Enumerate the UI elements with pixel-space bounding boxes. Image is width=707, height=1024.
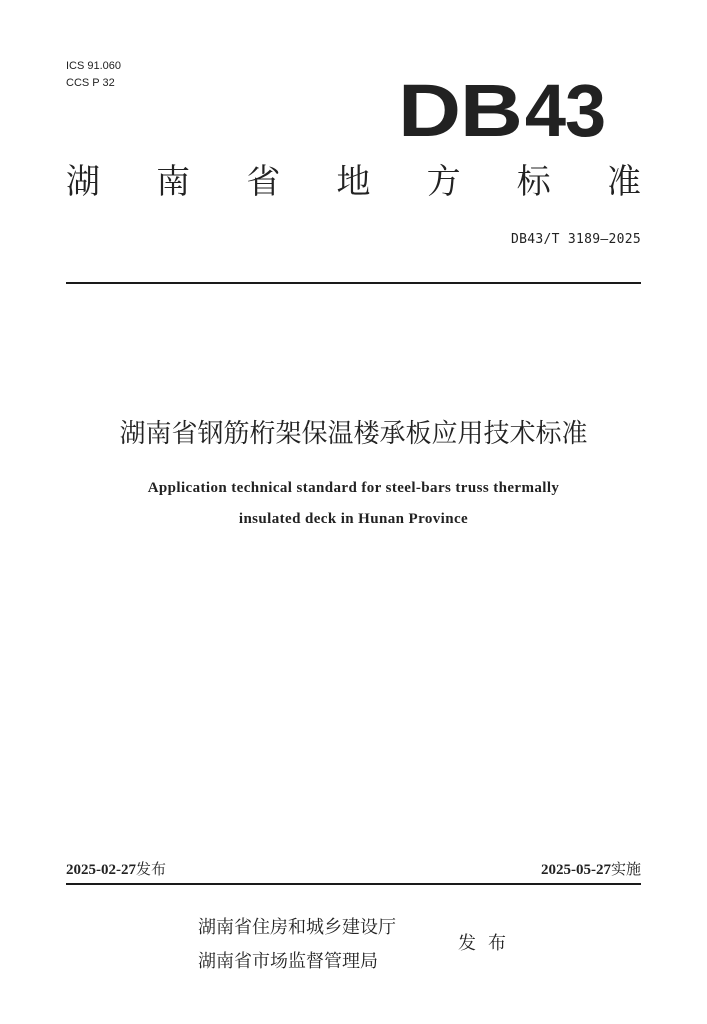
- db-logo: [398, 69, 606, 152]
- category-char: 地: [336, 162, 371, 202]
- issue-date-label: 发布: [136, 860, 167, 878]
- implement-date: [541, 858, 641, 881]
- ccs-code: CCS P 32: [66, 77, 115, 89]
- ics-code: ICS 91.060: [66, 60, 122, 72]
- category-char: 方: [426, 162, 461, 202]
- document-title-en-line1: Application technical standard for steel-bars truss thermally: [147, 480, 560, 496]
- db-logo-letters: DB: [398, 69, 522, 152]
- issuer-housing-dept: 湖南省住房和城乡建设厅: [198, 917, 396, 938]
- classification-codes: [66, 58, 121, 92]
- bottom-divider: [66, 883, 641, 885]
- document-title-en-line2: insulated deck in Hunan Province: [238, 511, 469, 527]
- issuer-market-regulation: 湖南省市场监督管理局: [198, 951, 378, 972]
- category-char: 标: [516, 162, 551, 202]
- implement-date-label: 实施: [610, 860, 641, 878]
- category-char: 省: [246, 162, 281, 202]
- issue-date: [66, 858, 166, 881]
- top-divider: [66, 282, 641, 284]
- issue-word: 发布: [458, 933, 518, 954]
- category-char: 湖: [66, 162, 100, 202]
- implement-date-value: 2025-05-27: [540, 862, 611, 878]
- issue-date-value: 2025-02-27: [66, 862, 136, 878]
- standard-category: [66, 160, 641, 204]
- category-char: 准: [606, 162, 641, 202]
- standard-number: DB43/T 3189—2025: [510, 232, 641, 247]
- db-logo-number: 43: [524, 69, 606, 152]
- document-title-cn: 湖南省钢筋桁架保温楼承板应用技术标准: [119, 419, 588, 449]
- category-char: 南: [156, 162, 191, 202]
